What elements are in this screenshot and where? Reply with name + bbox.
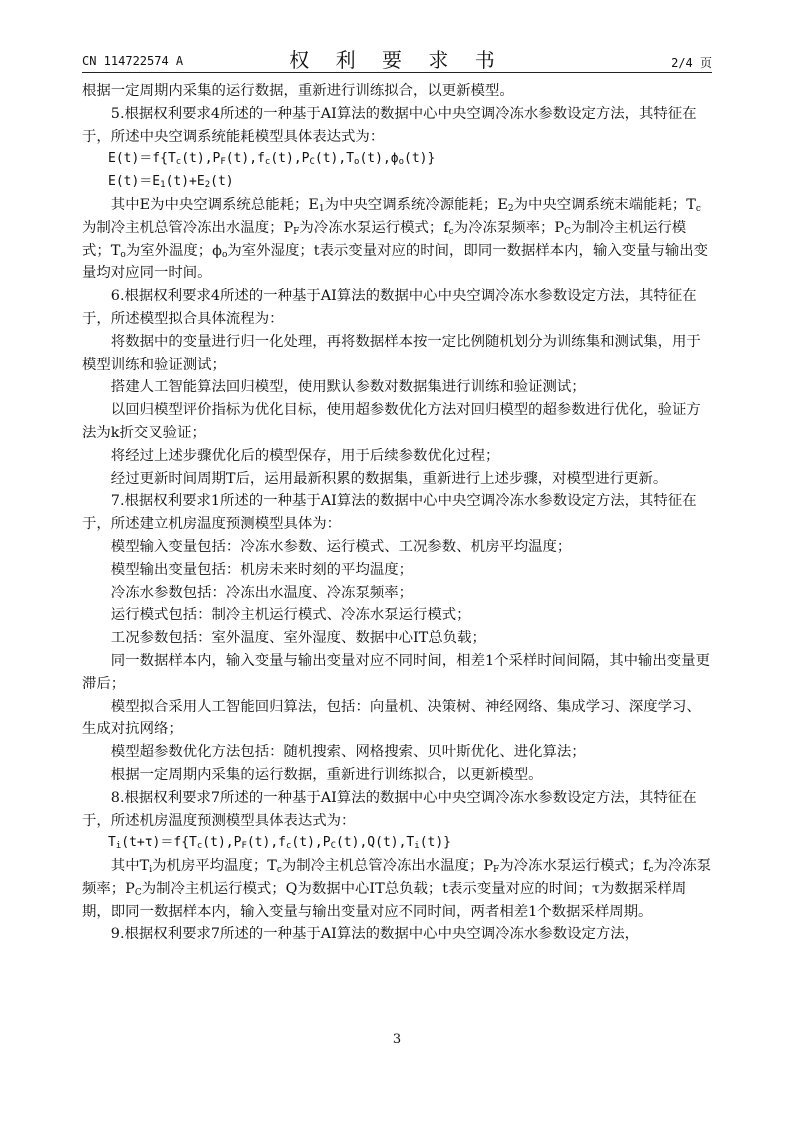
claim-7: 7.根据权利要求1所述的一种基于AI算法的数据中心中央空调冷冻水参数设定方法，其特征在于，所述建立机房温度预测模型具体为： [82,493,697,533]
claim-9: 9.根据权利要求7所述的一种基于AI算法的数据中心中央空调冷冻水参数设定方法， [110,926,640,943]
page-number: 3 [392,1032,402,1047]
paragraph: 模型拟合采用人工智能回归算法，包括：向量机、决策树、神经网络、集成学习、深度学习、生成对抗网络； [82,698,701,738]
paragraph: 根据一定周期内采集的运行数据，重新进行训练拟合，以更新模型。 [110,766,543,783]
paragraph: 运行模式包括：制冷主机运行模式、冷冻水泵运行模式； [110,607,471,624]
variable-definitions: 其中$T_i$为机房平均温度；$T_c$为制冷主机总管冷冻出水温度；$P_F$为冷冻水泵运行模式；$f_c$为冷冻泵频率；$P_C$为制冷主机运行模式；Q为数据中心IT总负载；t表示变量对应的时间；τ为数据采样周期，即同一数据样本内，输入变量与输出变量对应不同时间，两者相差1个数据采样周期。 [82,858,712,920]
paragraph: 将经过上述步骤优化后的模型保存，用于后续参数优化过程； [110,447,500,464]
page-header [82,42,712,73]
paragraph: 冷冻水参数包括：冷冻出水温度、冷冻泵频率； [110,584,414,601]
paragraph: 工况参数包括：室外温度、室外湿度、数据中心IT总负载； [110,630,486,647]
paragraph: 根据一定周期内采集的运行数据，重新进行训练拟合，以更新模型。 [82,83,514,99]
formula-temperature: $T_i(t+\tau)=f\{T_c(t),P_F(t),f_c(t),P_C(t),Q(t),T_i(t)\}$ [108,835,451,852]
claim-6: 6.根据权利要求4所述的一种基于AI算法的数据中心中央空调冷冻水参数设定方法，其特征在于，所述模型拟合具体流程为： [82,288,697,327]
publication-number: CN 114722574 A [82,54,184,68]
page-indicator: 2/4 页 [671,56,712,70]
paragraph: 模型超参数优化方法包括：随机搜索、网格搜索、贝叶斯优化、进化算法； [110,744,586,761]
document-title: 权 利 要 求 书 [289,48,505,72]
paragraph: 模型输入变量包括：冷冻水参数、运行模式、工况参数、机房平均温度； [110,538,572,555]
claims-body [82,80,712,946]
claim-8: 8.根据权利要求7所述的一种基于AI算法的数据中心中央空调冷冻水参数设定方法，其特征在于，所述机房温度预测模型具体表达式为： [82,789,697,829]
paragraph: 模型输出变量包括：机房未来时刻的平均温度； [110,561,414,578]
paragraph: 以回归模型评价指标为优化目标，使用超参数优化方法对回归模型的超参数进行优化，验证方法为k折交叉验证； [82,402,701,441]
paragraph: 经过更新时间周期T后，运用最新积累的数据集，重新进行上述步骤，对模型进行更新。 [110,470,668,487]
paragraph: 搭建人工智能算法回归模型，使用默认参数对数据集进行训练和验证测试； [110,379,586,396]
paragraph: 同一数据样本内，输入变量与输出变量对应不同时间，相差1个采样时间间隔，其中输出变量更滞后； [82,652,710,692]
claim-5: 5.根据权利要求4所述的一种基于AI算法的数据中心中央空调冷冻水参数设定方法，其特征在于，所述中央空调系统能耗模型具体表达式为： [82,105,697,145]
paragraph: 将数据中的变量进行归一化处理，再将数据样本按一定比例随机划分为训练集和测试集，用于模型训练和验证测试； [82,333,701,373]
formula-energy-sum: $E(t)=E_1(t)+E_2(t)$ [108,174,234,191]
formula-energy: $E(t)=f\{T_c(t),P_F(t),f_c(t),P_C(t),T_o(t),\phi_o(t)\}$ [108,151,436,168]
variable-definitions: 其中E为中央空调系统总能耗；$E_1$为中央空调系统冷源能耗；$E_2$为中央空调系统末端能耗；$T_c$为制冷主机总管冷冻出水温度；$P_F$为冷冻水泵运行模式；$f_c$为冷冻泵频率；$P_C$为制冷主机运行模式；$T_o$为室外温度；$\phi_o$为室外湿度；t表示变量对应的时间，即同一数据样本内，输入变量与输出变量均对应同一时间。 [82,196,709,282]
